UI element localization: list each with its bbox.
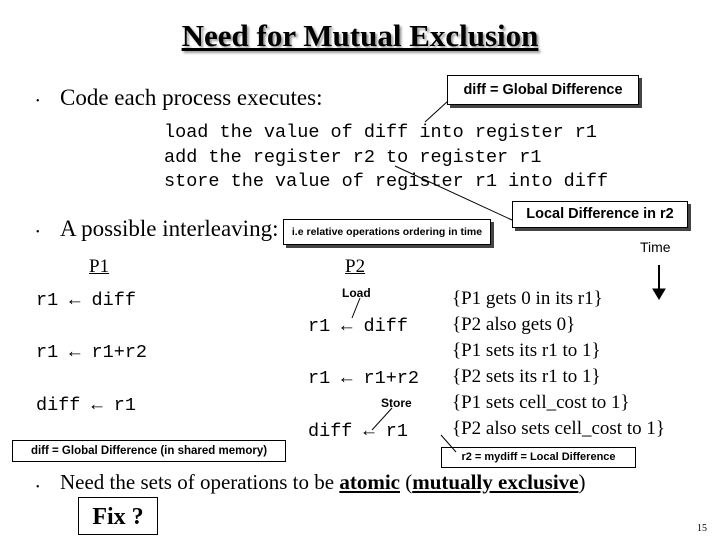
bullet-atomic-post: ) bbox=[578, 470, 586, 494]
interleaving-note: {P2 also gets 0} bbox=[452, 314, 576, 335]
callout-mydiff: r2 = mydiff = Local Difference bbox=[441, 447, 636, 468]
load-label: Load bbox=[342, 286, 371, 300]
bullet-marker: • bbox=[36, 482, 40, 493]
p1-operation: r1 ← r1+r2 bbox=[36, 342, 148, 363]
callout-local-difference: Local Difference in r2 bbox=[512, 201, 688, 228]
mutually-exclusive-term: mutually exclusive bbox=[412, 470, 579, 494]
bullet-marker: • bbox=[36, 96, 40, 107]
callout-shared-memory: diff = Global Difference (in shared memory) bbox=[12, 440, 286, 462]
time-arrow bbox=[653, 265, 665, 299]
interleaving-note: {P1 sets cell_cost to 1} bbox=[452, 392, 630, 413]
code-line: load the value of diff into register r1 bbox=[164, 122, 597, 143]
atomic-term: atomic bbox=[339, 470, 400, 494]
connector-load bbox=[352, 298, 360, 318]
interleaving-note: {P1 gets 0 in its r1} bbox=[452, 288, 603, 309]
code-line: add the register r2 to register r1 bbox=[164, 146, 542, 168]
slide-title: Need for Mutual Exclusion bbox=[181, 18, 539, 53]
interleaving-note: {P2 also sets cell_cost to 1} bbox=[452, 418, 665, 439]
interleaving-note: {P2 sets its r1 to 1} bbox=[452, 366, 601, 387]
p1-operation: diff ← r1 bbox=[36, 395, 136, 416]
p2-operation: r1 ← r1+r2 bbox=[308, 368, 420, 389]
bullet-interleaving: A possible interleaving: bbox=[60, 216, 279, 241]
connector-global-to-diff bbox=[425, 101, 448, 122]
p2-operation: r1 ← diff bbox=[308, 316, 408, 337]
connector-store bbox=[372, 408, 392, 430]
connector-mydiff bbox=[441, 435, 456, 452]
store-label: Store bbox=[381, 396, 412, 410]
callout-global-difference: diff = Global Difference bbox=[447, 75, 639, 105]
time-label: Time bbox=[640, 239, 671, 255]
interleaving-note: {P1 sets its r1 to 1} bbox=[452, 340, 601, 361]
p1-operation: r1 ← diff bbox=[36, 290, 136, 311]
bullet-marker: • bbox=[36, 227, 40, 238]
fix-box: Fix ? bbox=[78, 497, 158, 535]
bullet-atomic-pre: Need the sets of operations to be bbox=[60, 470, 340, 494]
bullet-atomic-mid: ( bbox=[400, 470, 413, 494]
p1-header: P1 bbox=[89, 256, 110, 277]
callout-ordering-in-time: i.e relative operations ordering in time bbox=[283, 219, 491, 245]
bullet-code-each-process: Code each process executes: bbox=[60, 85, 323, 110]
p2-operation: diff ← r1 bbox=[308, 421, 408, 442]
connector-local-to-r2 bbox=[395, 166, 512, 220]
code-line: store the value of register r1 into diff bbox=[164, 171, 609, 192]
page-number: 15 bbox=[697, 523, 707, 534]
p2-header: P2 bbox=[345, 256, 366, 277]
